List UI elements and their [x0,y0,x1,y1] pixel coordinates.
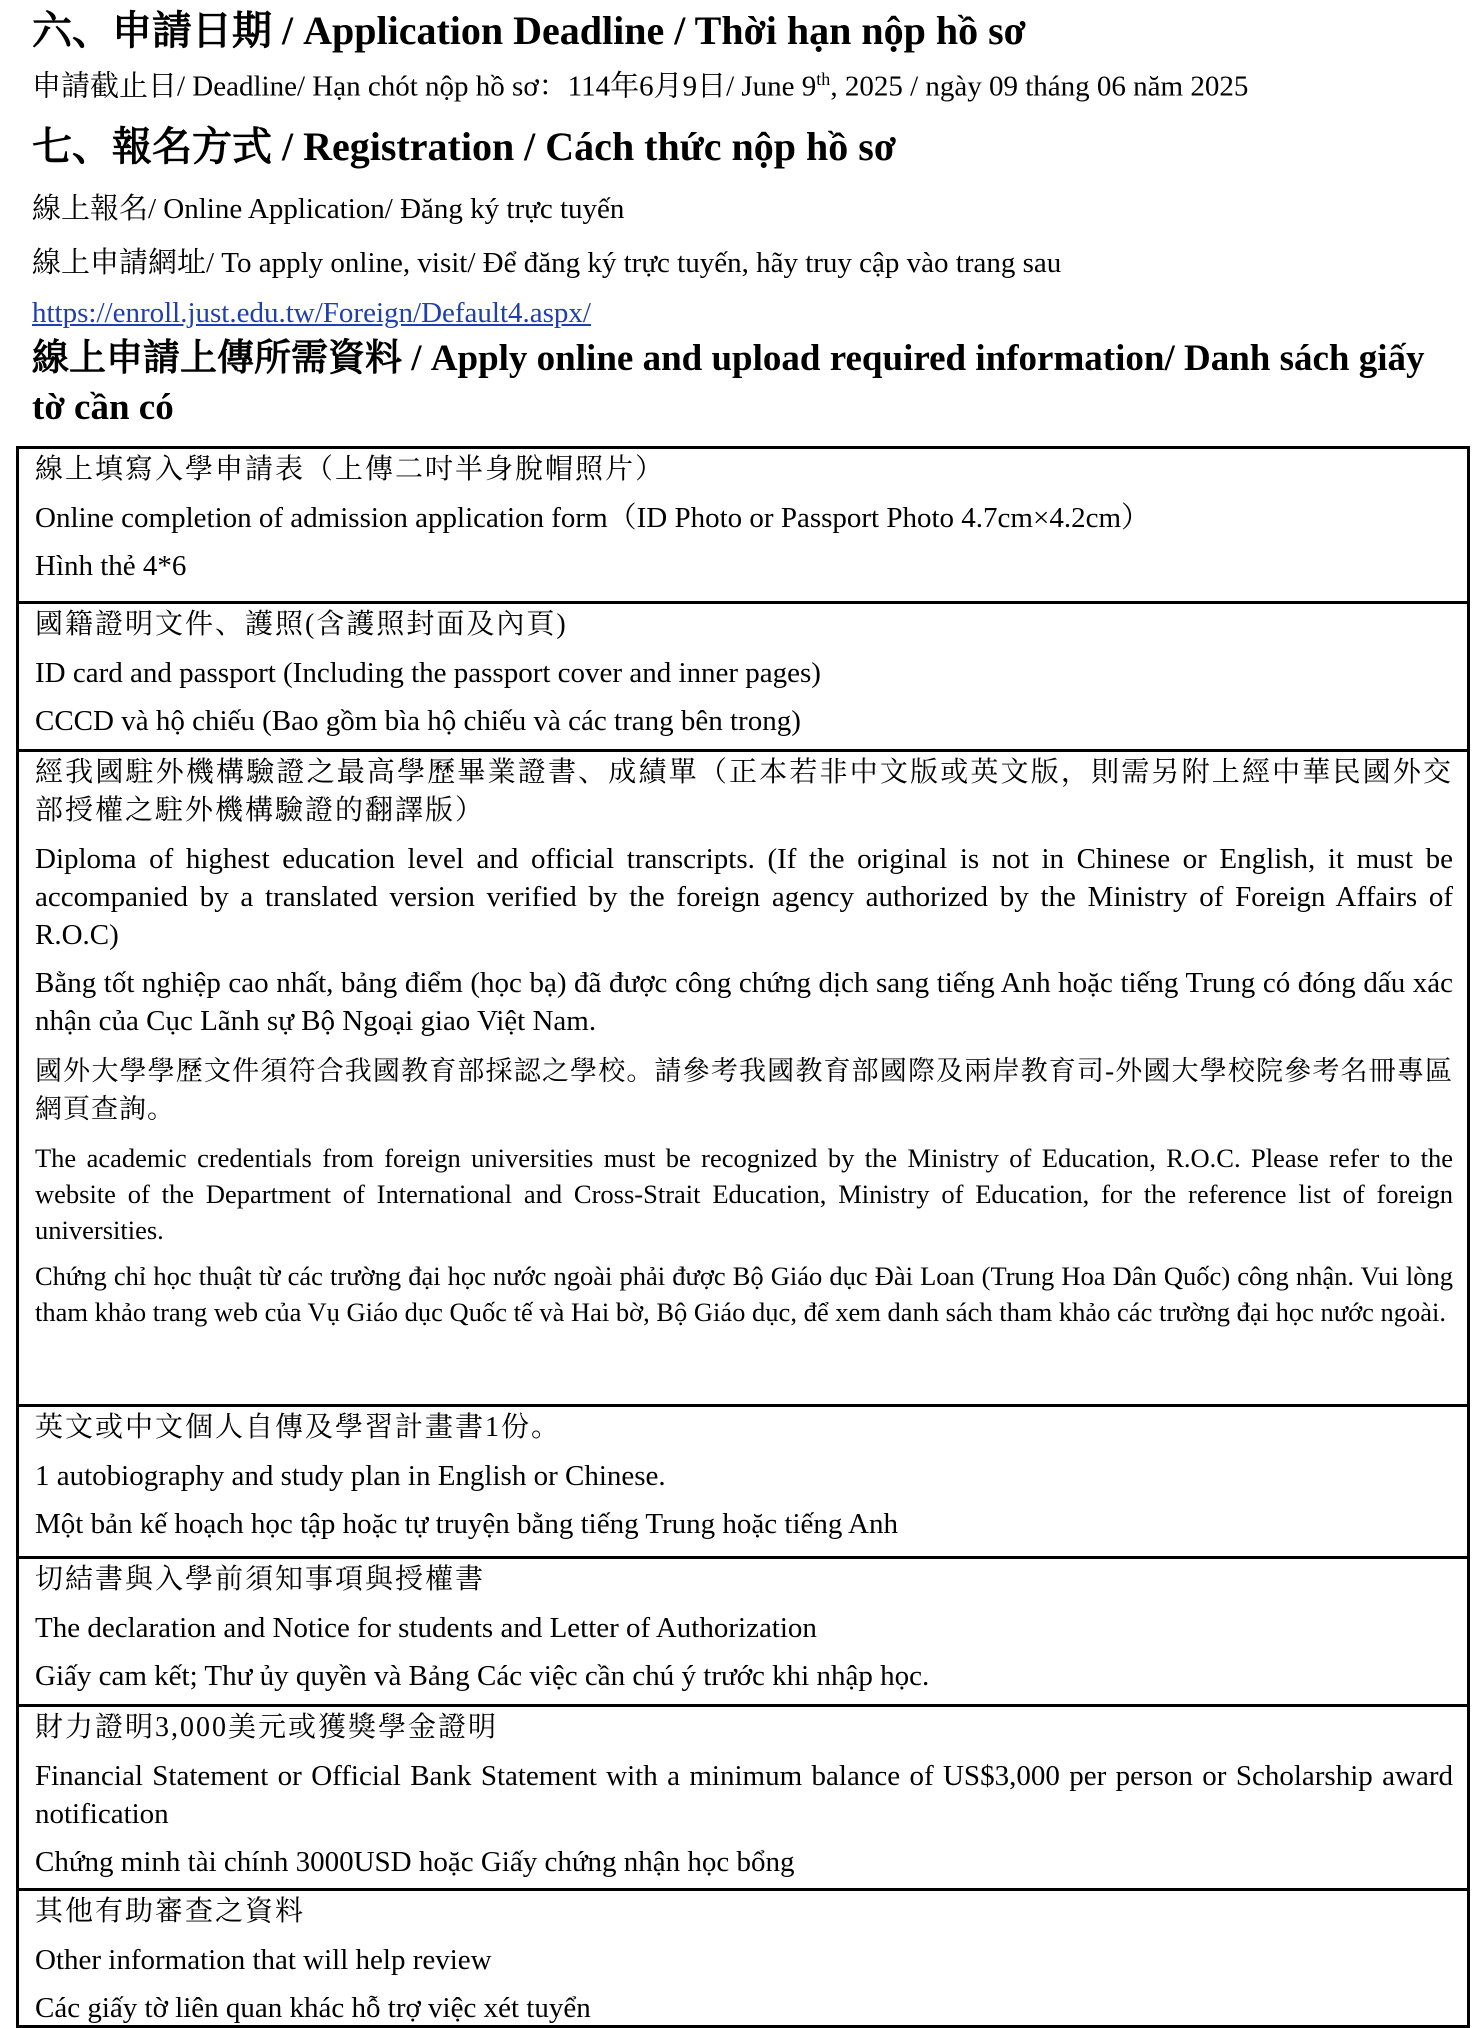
requirement-zh-note: 國外大學學歷文件須符合我國教育部採認之學校。請參考我國教育部國際及兩岸教育司-外國大學校院參考名冊專區網頁查詢。 [35,1056,1453,1124]
requirement-zh: 財力證明3,000美元或獲獎學金證明 [35,1712,499,1743]
upload-requirements-heading: 線上申請上傳所需資料 / Apply online and upload required information/ Danh sách giấy tờ cần có [32,338,1425,428]
requirement-en: Diploma of highest education level and official transcripts. (If the original is not in Chinese or English, it must be accompanied by a translated version verified by the foreign agency authorized by the Ministry of Foreign Affairs of R.O.C) [35,843,1453,951]
requirement-en: The declaration and Notice for students and Letter of Authorization [35,1612,817,1644]
requirement-row-diploma [19,749,1467,1404]
requirement-en: Financial Statement or Official Bank Statement with a minimum balance of US$3,000 per person or Scholarship award notification [35,1760,1453,1830]
section-7-heading: 七、報名方式 / Registration / Cách thức nộp hồ sơ [32,124,896,169]
deadline-line [32,62,1248,104]
requirement-vi: CCCD và hộ chiếu (Bao gồm bìa hộ chiếu và các trang bên trong) [35,705,801,737]
requirement-row-passport [19,601,1467,749]
application-url-link[interactable]: https://enroll.just.edu.tw/Foreign/Default4.aspx/ [32,297,591,329]
requirements-table [16,446,1470,2028]
requirement-zh: 英文或中文個人自傳及學習計畫書1份。 [35,1412,562,1443]
section-6-heading: 六、申請日期 / Application Deadline / Thời hạn nộp hồ sơ [32,8,1026,53]
requirement-row-financial [19,1704,1467,1888]
requirement-row-autobiography [19,1404,1467,1556]
requirement-zh: 切結書與入學前須知事項與授權書 [35,1564,486,1595]
requirement-vi-note: Chứng chỉ học thuật từ các trường đại học nước ngoài phải được Bộ Giáo dục Đài Loan (Trung Hoa Dân Quốc) công nhận. Vui lòng tham khảo trang web của Vụ Giáo dục Quốc tế và Hai bờ, Bộ Giáo dục, để xem danh sách tham khảo các trường đại học nước ngoài. [35,1261,1453,1327]
online-application-line: 線上報名/ Online Application/ Đăng ký trực tuyến [32,193,625,225]
requirement-en-note: The academic credentials from foreign universities must be recognized by the Ministry of Education, R.O.C. Please refer to the website of the Department of International and Cross-Strait Education, Ministry of Education, for the reference list of foreign universities. [35,1143,1453,1245]
requirement-en: Online completion of admission application form（ID Photo or Passport Photo 4.7cm×4.2cm） [35,502,1151,534]
requirement-vi: Bằng tốt nghiệp cao nhất, bảng điểm (học bạ) đã được công chứng dịch sang tiếng Anh hoặc tiếng Trung có đóng dấu xác nhận của Cục Lãnh sự Bộ Ngoại giao Việt Nam. [35,967,1453,1037]
apply-online-visit-line: 線上申請網址/ To apply online, visit/ Để đăng ký trực tuyến, hãy truy cập vào trang sau [32,247,1062,279]
deadline-ordinal: th [816,69,831,89]
deadline-year: , 2025 / ngày 09 tháng 06 năm 2025 [830,70,1249,103]
requirement-vi: Một bản kế hoạch học tập hoặc tự truyện bằng tiếng Trung hoặc tiếng Anh [35,1508,898,1540]
requirement-vi: Chứng minh tài chính 3000USD hoặc Giấy chứng nhận học bổng [35,1846,795,1878]
requirement-zh: 國籍證明文件、護照(含護照封面及內頁) [35,609,568,640]
requirement-row-application-form [19,449,1467,601]
requirement-row-declaration [19,1556,1467,1704]
deadline-text: 申請截止日/ Deadline/ Hạn chót nộp hồ sơ：114年6月9日/ June 9 [32,70,817,103]
requirement-en: ID card and passport (Including the passport cover and inner pages) [35,657,821,689]
requirement-vi: Các giấy tờ liên quan khác hỗ trợ việc xét tuyển [35,1992,591,2024]
requirement-row-other [19,1888,1467,2025]
requirement-vi: Giấy cam kết; Thư ủy quyền và Bảng Các việc cần chú ý trước khi nhập học. [35,1660,930,1692]
requirement-zh: 線上填寫入學申請表（上傳二吋半身脫帽照片） [35,454,666,485]
requirement-zh: 其他有助審查之資料 [35,1896,306,1927]
requirement-en: Other information that will help review [35,1944,492,1976]
requirement-vi: Hình thẻ 4*6 [35,550,187,582]
requirement-zh: 經我國駐外機構驗證之最高學歷畢業證書、成績單（正本若非中文版或英文版，則需另附上經中華民國外交部授權之駐外機構驗證的翻譯版） [35,757,1453,826]
requirement-en: 1 autobiography and study plan in English or Chinese. [35,1460,666,1492]
